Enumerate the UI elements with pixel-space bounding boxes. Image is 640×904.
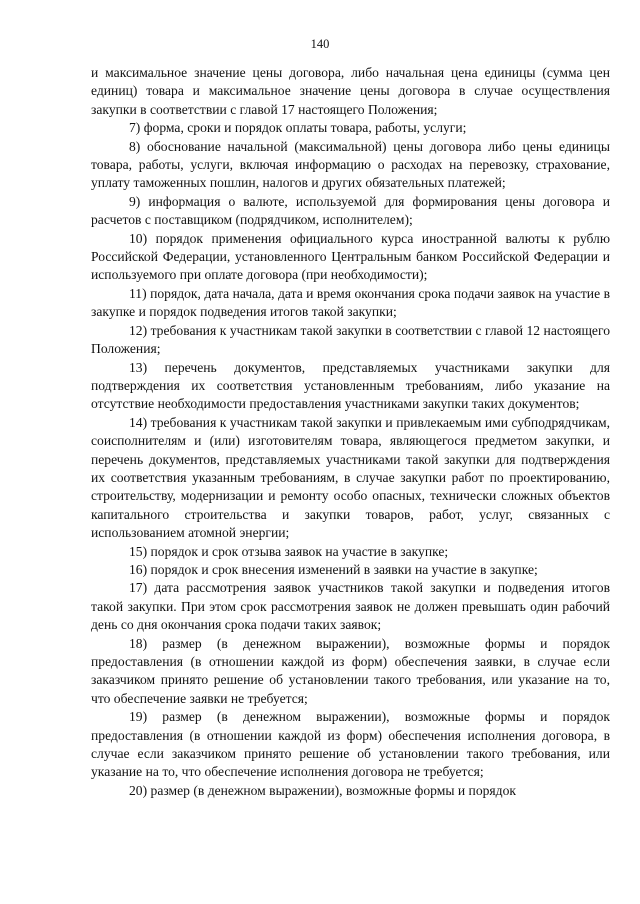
page-body — [91, 64, 610, 800]
paragraph-item-20: 20) размер (в денежном выражении), возможные формы и порядок — [129, 782, 516, 798]
paragraph-item-16: 16) порядок и срок внесения изменений в заявки на участие в закупке; — [129, 561, 538, 577]
paragraph-continuation: и максимальное значение цены договора, либо начальная цена единицы (сумма цен единиц) товара и максимальное значение цены договора в случае осуществления закупки в соответствии с главой 17 настоящего Положения; — [91, 65, 610, 117]
paragraph-item-10: 10) порядок применения официального курса иностранной валюты к рублю Российской Федерации, установленного Центральным банком Российской Федерации и используемого при оплате договора (при необходимости); — [91, 230, 610, 283]
paragraph-item-7: 7) форма, сроки и порядок оплаты товара, работы, услуги; — [129, 120, 467, 136]
paragraph-item-8: 8) обоснование начальной (максимальной) цены договора либо цены единицы товара, работы, услуги, включая информацию о расходах на перевозку, страхование, уплату таможенных пошлин, налогов и других обязательных платежей; — [91, 138, 610, 191]
paragraph-item-17: 17) дата рассмотрения заявок участников такой закупки и подведения итогов такой закупки. При этом срок рассмотрения заявок не должен превышать один рабочий день со дня окончания срока подачи таких заявок; — [91, 580, 610, 633]
page-number: 140 — [310, 37, 330, 51]
paragraph-item-11: 11) порядок, дата начала, дата и время окончания срока подачи заявок на участие в закупке и порядок подведения итогов такой закупки; — [91, 285, 610, 320]
paragraph-item-14: 14) требования к участникам такой закупки и привлекаемым ими субподрядчикам, соисполнителям и (или) изготовителям товара, являющегося предметом закупки, и перечень документов, представляемых участниками такой закупки для подтверждения их соответствия указанным требованиям, в случае закупки работ по проектированию, строительству, модернизации и ремонту особо опасных, технически сложных объектов капитального строительства и закупки товаров, работ, услуг, связанных с использованием атомной энергии; — [91, 414, 610, 541]
paragraph-item-18: 18) размер (в денежном выражении), возможные формы и порядок предоставления (в отношении каждой из форм) обеспечения заявки, в случае если заказчиком принято решение об установлении такого требования, или указание на то, что обеспечение заявки не требуется; — [91, 635, 610, 706]
paragraph-item-9: 9) информация о валюте, используемой для формирования цены договора и расчетов с поставщиком (подрядчиком, исполнителем); — [91, 193, 610, 228]
paragraph-item-19: 19) размер (в денежном выражении), возможные формы и порядок предоставления (в отношении каждой из форм) обеспечения исполнения договора, в случае если заказчиком принято решение об установлении такого требования, или указание на то, что обеспечение исполнения договора не требуется; — [91, 709, 610, 780]
paragraph-item-13: 13) перечень документов, представляемых участниками закупки для подтверждения их соответствия установленным требованиям, либо указание на отсутствие необходимости предоставления участниками закупки таких документов; — [91, 359, 610, 412]
paragraph-item-12: 12) требования к участникам такой закупки в соответствии с главой 12 настоящего Положения; — [91, 322, 610, 357]
paragraph-item-15: 15) порядок и срок отзыва заявок на участие в закупке; — [129, 543, 449, 559]
